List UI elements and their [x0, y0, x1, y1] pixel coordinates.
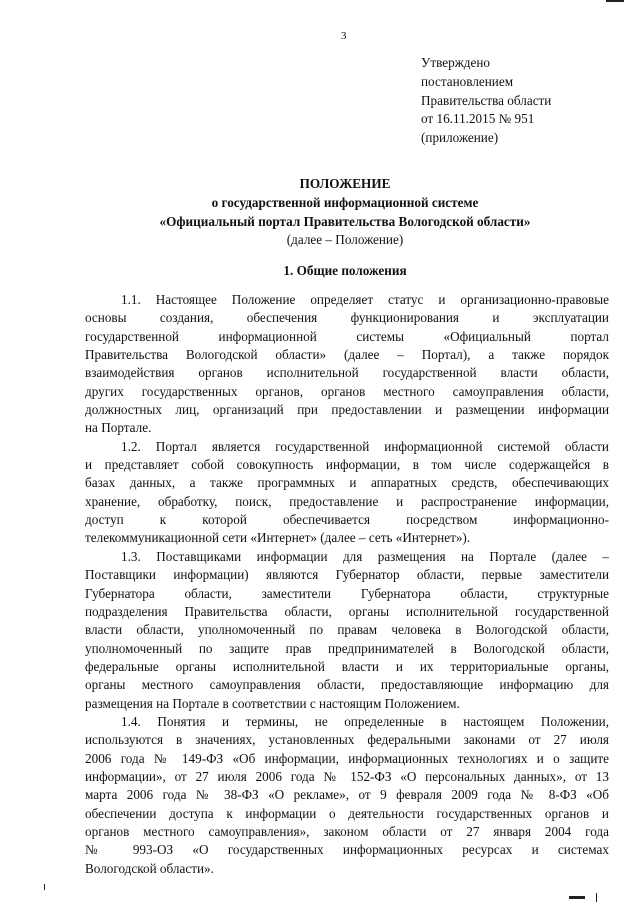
approval-line: от 16.11.2015 № 951: [421, 111, 535, 127]
text-line: обеспечении доступа к информации о деятельности государственных органов и: [85, 805, 609, 821]
text-line: базах данных, а также программных и аппаратных средств, обеспечивающих: [85, 475, 609, 491]
scan-artifact: [569, 896, 585, 899]
text-line: должностных лиц, организаций при предоставлении и размещении информации: [85, 402, 609, 418]
text-line: 1.2. Портал является государственной информационной системой области: [121, 438, 609, 454]
text-line: власти области, уполномоченный по правам человека в Вологодской области,: [85, 622, 609, 638]
title-heading: ПОЛОЖЕНИЕ: [299, 176, 391, 191]
text-line: Губернатора области, заместители Губернатора области, структурные: [85, 585, 609, 601]
scan-artifact: [44, 884, 45, 890]
text-line: подразделения Правительства области, органы исполнительной государственной: [85, 603, 609, 619]
paragraph-1-1: [85, 291, 609, 438]
text-line: марта 2006 года № 38-ФЗ «О рекламе», от 9 февраля 2009 года № 8-ФЗ «Об: [85, 787, 609, 803]
page-number: 3: [341, 30, 347, 42]
approval-stamp: [421, 54, 621, 148]
approval-line: постановлением: [421, 73, 514, 89]
text-line: взаимодействия органов исполнительной государственной власти области,: [85, 365, 609, 381]
text-line: 2006 года № 149-ФЗ «Об информации, информационных технологиях и о защите: [85, 750, 609, 766]
text-line: телекоммуникационной сети «Интернет» (далее – сеть «Интернет»).: [85, 530, 471, 546]
text-line: основы создания, обеспечения функционирования и эксплуатации: [85, 310, 609, 326]
approval-line: Утверждено: [421, 55, 491, 70]
text-line: доступ к которой обеспечивается посредством информационно-: [85, 512, 609, 528]
text-line: других государственных органов, органов местного самоуправления области,: [85, 383, 609, 399]
text-line: органов местного самоуправления», законом области от 27 января 2004 года: [85, 823, 609, 839]
text-line: федеральные органы исполнительной власти и их территориальные органы,: [85, 658, 609, 674]
approval-line: (приложение): [421, 130, 499, 146]
text-line: 1.1. Настоящее Положение определяет статус и организационно-правовые: [121, 292, 609, 307]
text-line: используются в значениях, установленных федеральными законами от 27 июля: [85, 732, 609, 748]
document-body: [85, 291, 609, 878]
text-line: Правительства Вологодской области» (далее – Портал), а также порядок: [85, 347, 609, 363]
text-line: № 993-ОЗ «О государственных информационных ресурсах и системах: [85, 842, 609, 858]
text-line: размещения на Портале в соответствии с настоящим Положением.: [85, 695, 460, 711]
text-line: Поставщики информации) являются Губернатор области, первые заместители: [85, 567, 609, 583]
title-portal-name: «Официальный портал Правительства Вологодской области»: [159, 213, 531, 229]
document-title: [60, 175, 630, 250]
text-line: на Портале.: [85, 420, 152, 436]
text-line: хранение, обработку, поиск, предоставление и распространение информации,: [85, 493, 609, 509]
text-line: государственной информационной системы «Официальный портал: [85, 328, 609, 344]
paragraph-1-2: [85, 438, 609, 548]
text-line: органы местного самоуправления области, предоставляющие информацию для: [85, 677, 609, 693]
text-line: 1.3. Поставщиками информации для размещения на Портале (далее –: [121, 548, 609, 564]
approval-line: Правительства области: [421, 92, 552, 108]
paragraph-1-4: [85, 713, 609, 878]
scan-artifact: [606, 0, 624, 2]
paragraph-1-3: [85, 548, 609, 713]
text-line: уполномоченный по защите прав предпринимателей в Вологодской области,: [85, 640, 609, 656]
text-line: и представляет собой совокупность информации, в том числе содержащейся в: [85, 457, 609, 473]
text-line: информации», от 27 июля 2006 года № 152-ФЗ «О персональных данных», от 13: [85, 768, 609, 784]
title-abbreviation: (далее – Положение): [286, 232, 404, 248]
text-line: 1.4. Понятия и термины, не определенные в настоящем Положении,: [121, 713, 609, 729]
text-line: Вологодской области».: [85, 860, 214, 876]
section-heading: 1. Общие положения: [283, 263, 407, 278]
title-subject: о государственной информационной системе: [211, 194, 479, 210]
scan-artifact: [596, 893, 597, 902]
